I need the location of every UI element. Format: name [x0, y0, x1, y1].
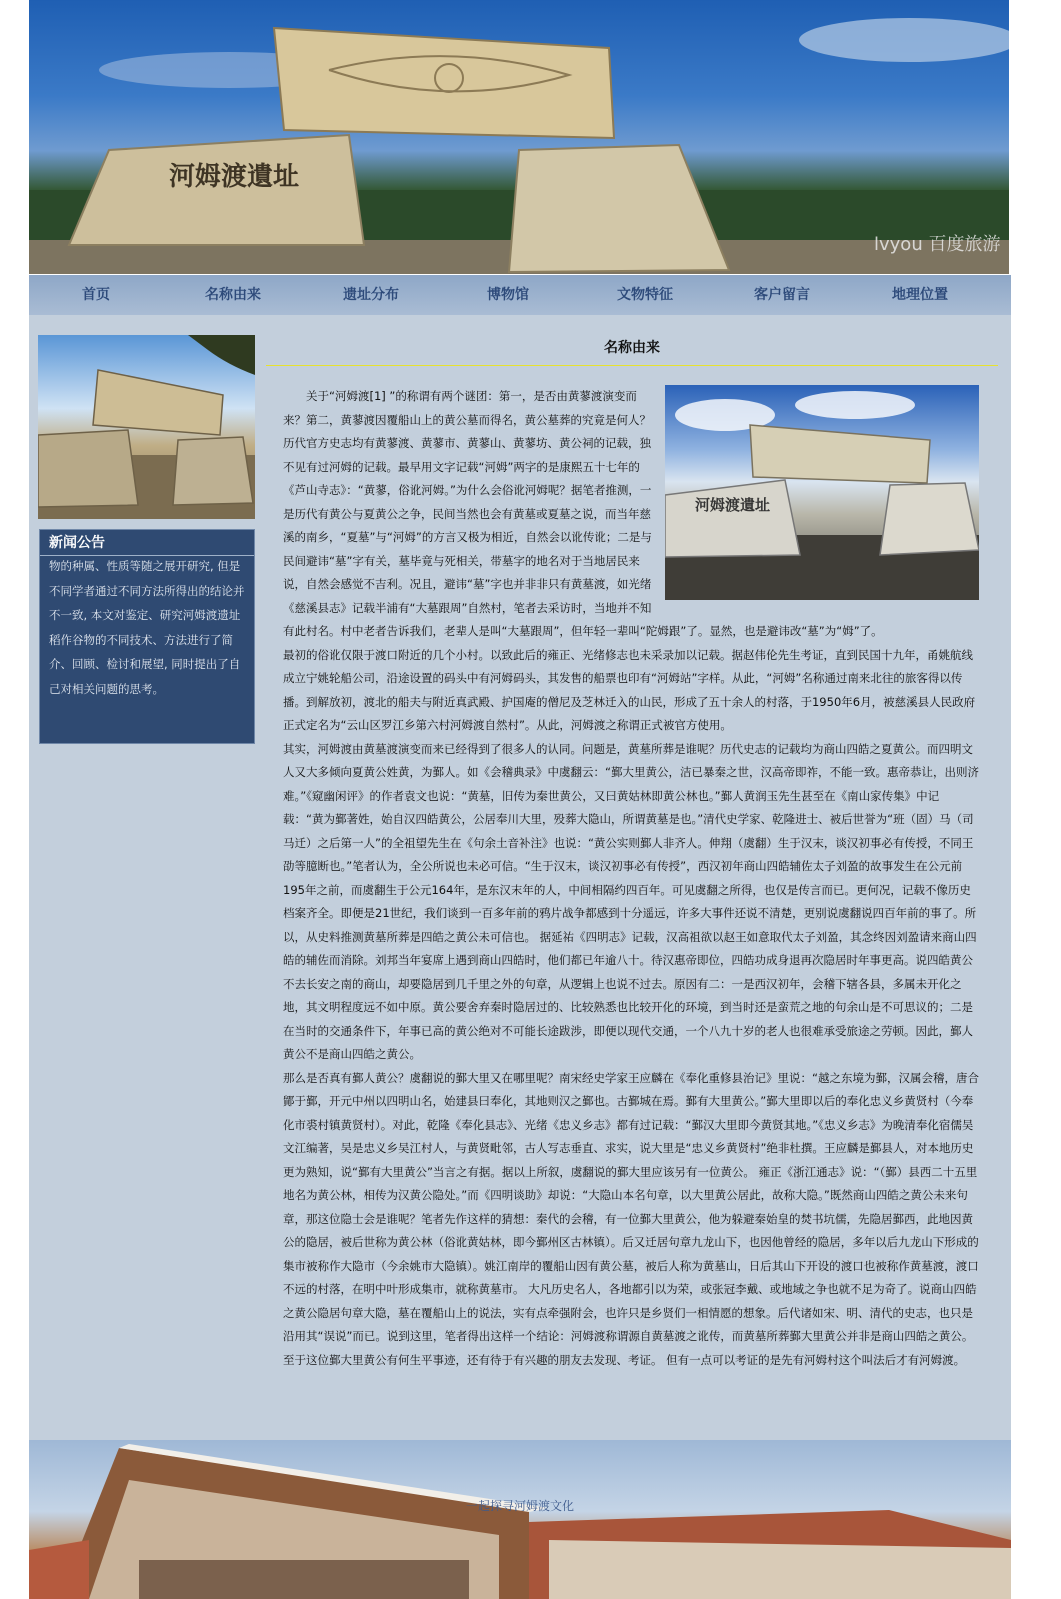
article-paragraph: 关于“河姆渡[1] ”的称谓有两个谜团：第一，是否由黄蓼渡演变而来？第二，黄蓼渡因覆船山上的黄公墓而得名，黄公墓葬的究竟是何人？历代官方史志均有黄蓼渡、黄蓼市、黄蓼山、黄蓼坊、黄公祠的记载，独不见有过河姆的记载。最早用文字记载“河姆”两字的是康熙五十七年的《芦山寺志》：“黄蓼，俗讹河姆。”为什么会俗讹河姆呢？据笔者推测，一是历代有黄公与夏黄公之争，民间当然也会有黄墓或夏墓之说，而当年慈溪的南乡，“夏墓”与“河姆”的方言又极为相近，自然会以讹传讹；二是与民间避讳“墓”字有关，墓毕竟与死相关，带墓字的地名对于当地居民来说，自然会感觉不吉利。况且，避讳“墓”字也并非非只有黄墓渡，如光绪《慈溪县志》记载半浦有“大墓跟周”自然村，笔者去采访时，当地并不知有此村名。村中老者告诉我们，老辈人是叫“大墓跟周”，但年轻一辈叫“陀姆跟”了。显然，也是避讳改“墓”为“姆”了。: [283, 389, 883, 638]
main-nav: [29, 275, 1011, 315]
notice-body: 物的种属、性质等随之展开研究, 但是不同学者通过不同方法所得出的结论并不一致, 本文对鉴定、研究河姆渡遗址稻作谷物的不同技术、方法进行了简介、回顾、检讨和展望, 同时提出了自己对相关问题的思考。: [49, 559, 245, 696]
monument-photo-large: [665, 385, 979, 600]
page-title: 名称由来: [604, 340, 660, 356]
nav-item-guestbook[interactable]: 客户留言: [754, 287, 810, 303]
header-banner: [29, 0, 1009, 274]
sidebar-photo: [38, 335, 255, 519]
article-paragraph: 那么是否真有鄞人黄公？虞翻说的鄞大里又在哪里呢？南宋经史学家王应麟在《奉化重修县治记》里说：“越之东境为鄞，汉属会稽，唐合鄮于鄞，开元中州以四明山名，始建县曰奉化，其地则汉之鄞也。古鄞城在焉。鄞有大里黄公。”鄞大里即以后的奉化忠义乡黄贤村（今奉化市裘村镇黄贤村）。对此，乾隆《奉化县志》、光绪《忠义乡志》都有过记载：“鄞汉大里即今黄贤其地。”《忠义乡志》为晚清奉化宿儒吴文江编著，吴是忠义乡吴江村人，与黄贤毗邻，古人写志垂直、求实，说大里是“忠义乡黄贤村”绝非杜撰。王应麟是鄞县人，对本地历史更为熟知，说“鄞有大里黄公”当言之有据。据以上所叙，虞翻说的鄞大里应该另有一位黄公。 雍正《浙江通志》说：“（鄞）县西二十五里地名为黄公林，相传为汉黄公隐处。”而《四明谈助》却说：“大隐山本名句章，以大里黄公居此，故称大隐。”既然商山四皓之黄公未来句章，那这位隐士会是谁呢？笔者先作这样的猜想：秦代的会稽，有一位鄞大里黄公，他为躲避秦始皇的焚书坑儒，先隐居鄞西，此地因黄公的隐居，被后世称为黄公林（俗讹黄姑林，即今鄞州区古林镇）。后又迁居句章九龙山下，也因他曾经的隐居，多年以后九龙山下形成的集市被称作大隐市（今余姚市大隐镇）。姚江南岸的覆船山因有黄公墓，被后人称为黄墓山，日后其山下开设的渡口也被称作黄墓渡，渡口不远的村落，在明中叶形成集市，就称黄墓市。 大凡历史名人，各地都引以为荣，或张冠李戴、或地域之争也就不足为奇了。说商山四皓之黄公隐居句章大隐，墓在覆船山上的说法，实有点牵强附会，也许只是乡贤们一相情愿的想象。后代诸如宋、明、清代的史志，也只是沿用其“误说”而已。说到这里，笔者得出这样一个结论：河姆渡称谓源自黄墓渡之讹传，而黄墓所葬鄞大里黄公并非是商山四皓之黄公。至于这位鄞大里黄公有何生平事迹，还有待于有兴趣的朋友去发现、考证。 但有一点可以考证的是先有河姆村这个叫法后才有河姆渡。: [283, 1070, 979, 1367]
footer-slogan: 一起探寻河姆渡文化: [465, 1499, 574, 1513]
nav-item-home[interactable]: 首页: [82, 287, 110, 303]
footer-banner: [29, 1440, 1011, 1599]
content-area: [29, 315, 1011, 1440]
nav-item-site-distribution[interactable]: 遗址分布: [343, 287, 399, 303]
museum-building-photo: [29, 1440, 1011, 1599]
monument-photo-small: [38, 335, 255, 519]
news-notice-panel: [39, 529, 255, 744]
carved-inscription: 河姆渡遺址: [169, 162, 300, 192]
article-paragraph: 最初的俗讹仅限于渡口附近的几个小村。以致此后的雍正、光绪修志也未采录加以记载。据赵伟伦先生考证，直到民国十九年，甬姚航线成立宁姚轮船公司，沿途设置的码头中有河姆码头，其发售的船票也印有“河姆站”字样。从此，“河姆”名称通过南来北往的旅客得以传播。到解放初，渡北的船夫与附近真武殿、护国庵的僧尼及芝林迁入的山民，形成了五十余人的村落，于1950年6月，被慈溪县人民政府正式定名为“云山区罗江乡第六村河姆渡自然村”。从此，河姆渡之称谓正式被官方使用。: [283, 647, 976, 732]
article-paragraph: 其实，河姆渡由黄墓渡演变而来已经得到了很多人的认同。问题是，黄墓所葬是谁呢？历代史志的记载均为商山四皓之夏黄公。而四明文人又大多倾向夏黄公姓黄，为鄞人。如《会稽典录》中虞翻云：“鄞大里黄公，洁已暴秦之世，汉高帝即祚，不能一致。惠帝恭让，出则济难。”《窥幽闲评》的作者袁文也说：“黄墓，旧传为秦世黄公，又曰黄姑林即黄公林也。”鄞人黄润玉先生甚至在《南山家传集》中记载：“黄为鄞著姓，始自汉四皓黄公，公居奉川大里，殁葬大隐山，所谓黄墓是也。”清代史学家、乾隆进士、被后世誉为“班（固）马（司马迁）之后第一人”的全祖望先生在《句余土音补注》也说：“黄公实则鄞人非齐人。伸翔（虞翻）生于汉末，谈汉初事必有传授，不同王劭等臆断也。”笔者认为，全公所说也未必可信。“生于汉末，谈汉初事必有传授”，西汉初年商山四皓辅佐太子刘盈的故事发生在公元前195年之前，而虞翻生于公元164年，是东汉末年的人，中间相隔约四百年。可见虞翻之所得，也仅是传言而已。更何况，记载不像历史档案齐全。即便是21世纪，我们谈到一百多年前的鸦片战争都感到十分遥远，许多大事件还说不清楚，更别说虞翻说四百年前的事了。所以，从史料推测黄墓所葬是四皓之黄公未可信也。 据延祐《四明志》记载，汉高祖欲以赵王如意取代太子刘盈，其念终因刘盈请来商山四皓的辅佐而消除。刘邦当年宴席上遇到商山四皓时，他们都已年逾八十。待汉惠帝即位，四皓功成身退再次隐居时年事更高。说四皓黄公不去长安之南的商山，却要隐居到几千里之外的句章，从逻辑上也说不过去。原因有二：一是西汉初年，会稽下辖各县，多属未开化之地，其文明程度远不如中原。黄公要舍弃秦时隐居过的、比较熟悉也比较开化的环境，到当时还是蛮荒之地的句余山是不可思议的；二是在当时的交通条件下，年事已高的黄公绝对不可能长途跋涉，即便以现代交通，一个八九十岁的老人也很难承受旅途之劳顿。因此，鄞人黄公不是商山四皓之黄公。: [283, 741, 979, 1061]
article-photo: [665, 385, 979, 600]
photo-inscription: 河姆渡遺址: [695, 496, 771, 514]
nav-item-museum[interactable]: 博物馆: [487, 287, 529, 303]
nav-item-relic-features[interactable]: 文物特征: [617, 287, 673, 303]
title-divider: [266, 365, 998, 366]
article-body: [283, 385, 979, 1372]
stone-monument-photo: [29, 0, 1009, 274]
notice-title: 新闻公告: [40, 530, 254, 556]
nav-item-location[interactable]: 地理位置: [892, 287, 948, 303]
nav-item-name-origin[interactable]: 名称由来: [205, 287, 261, 303]
watermark-text: lvyou 百度旅游: [874, 234, 1001, 255]
